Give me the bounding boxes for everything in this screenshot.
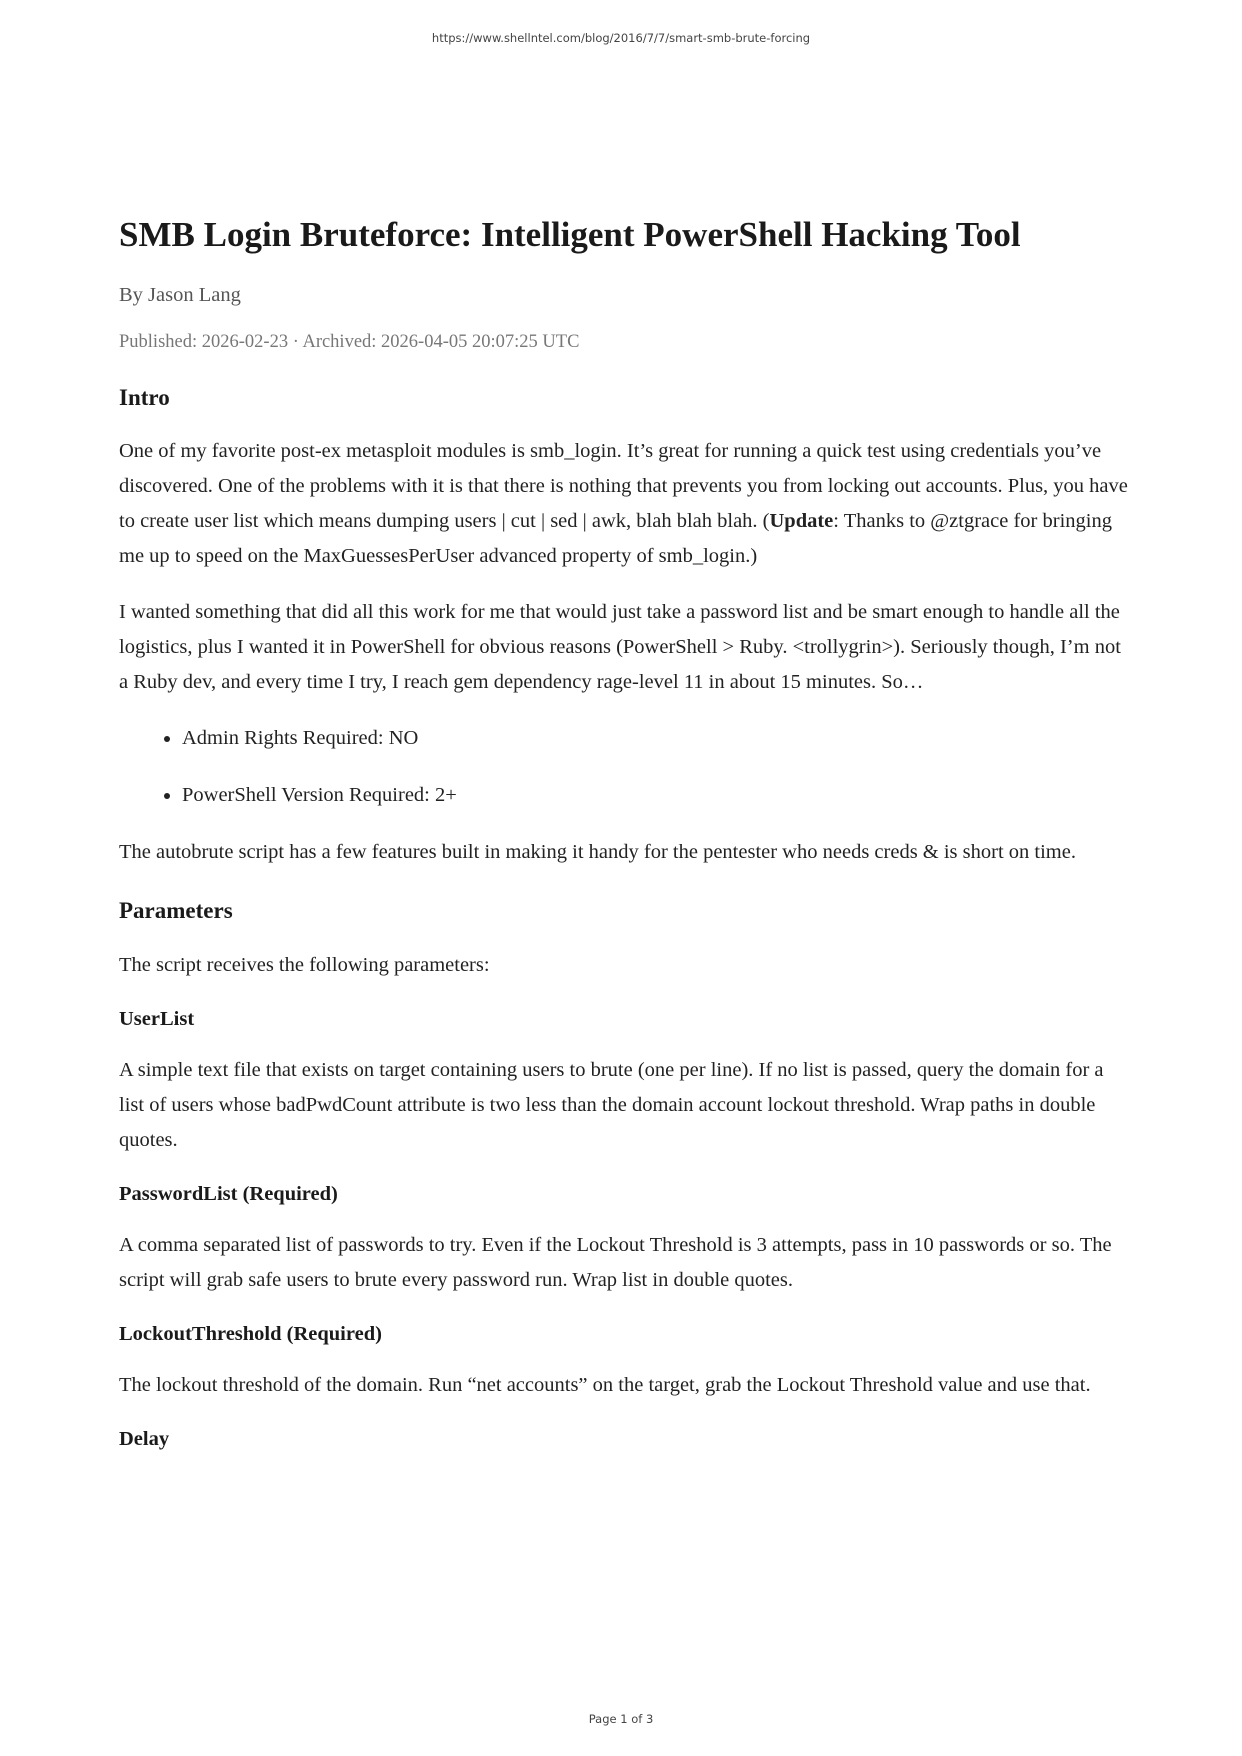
intro-paragraph-2: I wanted something that did all this work for me that would just take a password list and be smart enough to handle all the logistics, plus I wanted it in PowerShell for obvious reasons (PowerShell > Ruby. <trollygrin>). Seriously though, I’m not a Ruby dev, and every time I try, I reach gem dependency rage-level 11 in about 15 minutes. So… — [119, 601, 1121, 693]
requirements-list — [119, 721, 1129, 813]
update-label: Update — [769, 510, 834, 532]
autobrute-paragraph: The autobrute script has a few features built in making it handy for the pentester who needs creds & is short on time. — [119, 841, 1076, 863]
param-heading-passwordlist: PasswordList (Required) — [119, 1183, 338, 1205]
list-item: • PowerShell Version Required: 2+ — [182, 778, 1129, 813]
param-heading-delay: Delay — [119, 1428, 170, 1450]
article — [119, 213, 1129, 1453]
parameters-intro: The script receives the following parameters: — [119, 954, 490, 976]
publish-meta: Published: 2026-02-23 · Archived: 2026-04-05 20:07:25 UTC — [119, 332, 580, 352]
section-heading-intro: Intro — [119, 385, 170, 410]
param-heading-userlist: UserList — [119, 1008, 195, 1030]
intro-text-b: : Thanks to @ztgrace for bringing me up to speed on the MaxGuessesPerUser advanced property of smb_login.) — [119, 510, 1112, 567]
page-url: https://www.shellntel.com/blog/2016/7/7/smart-smb-brute-forcing — [431, 31, 811, 45]
param-desc-lockoutthreshold: The lockout threshold of the domain. Run “net accounts” on the target, grab the Lockout Threshold value and use that. — [119, 1374, 1091, 1396]
intro-paragraph-1 — [119, 434, 1129, 574]
param-heading-lockoutthreshold: LockoutThreshold (Required) — [119, 1323, 382, 1345]
intro-text-a: One of my favorite post-ex metasploit modules is smb_login. It’s great for running a quick test using credentials you’ve discovered. One of the problems with it is that there is nothing that prevents you from locking out accounts. Plus, you have to create user list which means dumping users | cut | sed | awk, blah blah blah. ( — [119, 440, 1128, 532]
list-item: • Admin Rights Required: NO — [182, 721, 1129, 756]
param-desc-passwordlist: A comma separated list of passwords to try. Even if the Lockout Threshold is 3 attempts, pass in 10 passwords or so. The script will grab safe users to brute every password run. Wrap list in double quotes. — [119, 1234, 1112, 1291]
byline: By Jason Lang — [119, 284, 241, 306]
page-number: Page 1 of 3 — [588, 1712, 654, 1726]
param-desc-userlist: A simple text file that exists on target containing users to brute (one per line). If no list is passed, query the domain for a list of users whose badPwdCount attribute is two less than the domain account lockout threshold. Wrap paths in double quotes. — [119, 1059, 1104, 1151]
section-heading-parameters: Parameters — [119, 898, 233, 923]
article-title: SMB Login Bruteforce: Intelligent PowerShell Hacking Tool — [119, 215, 1021, 254]
